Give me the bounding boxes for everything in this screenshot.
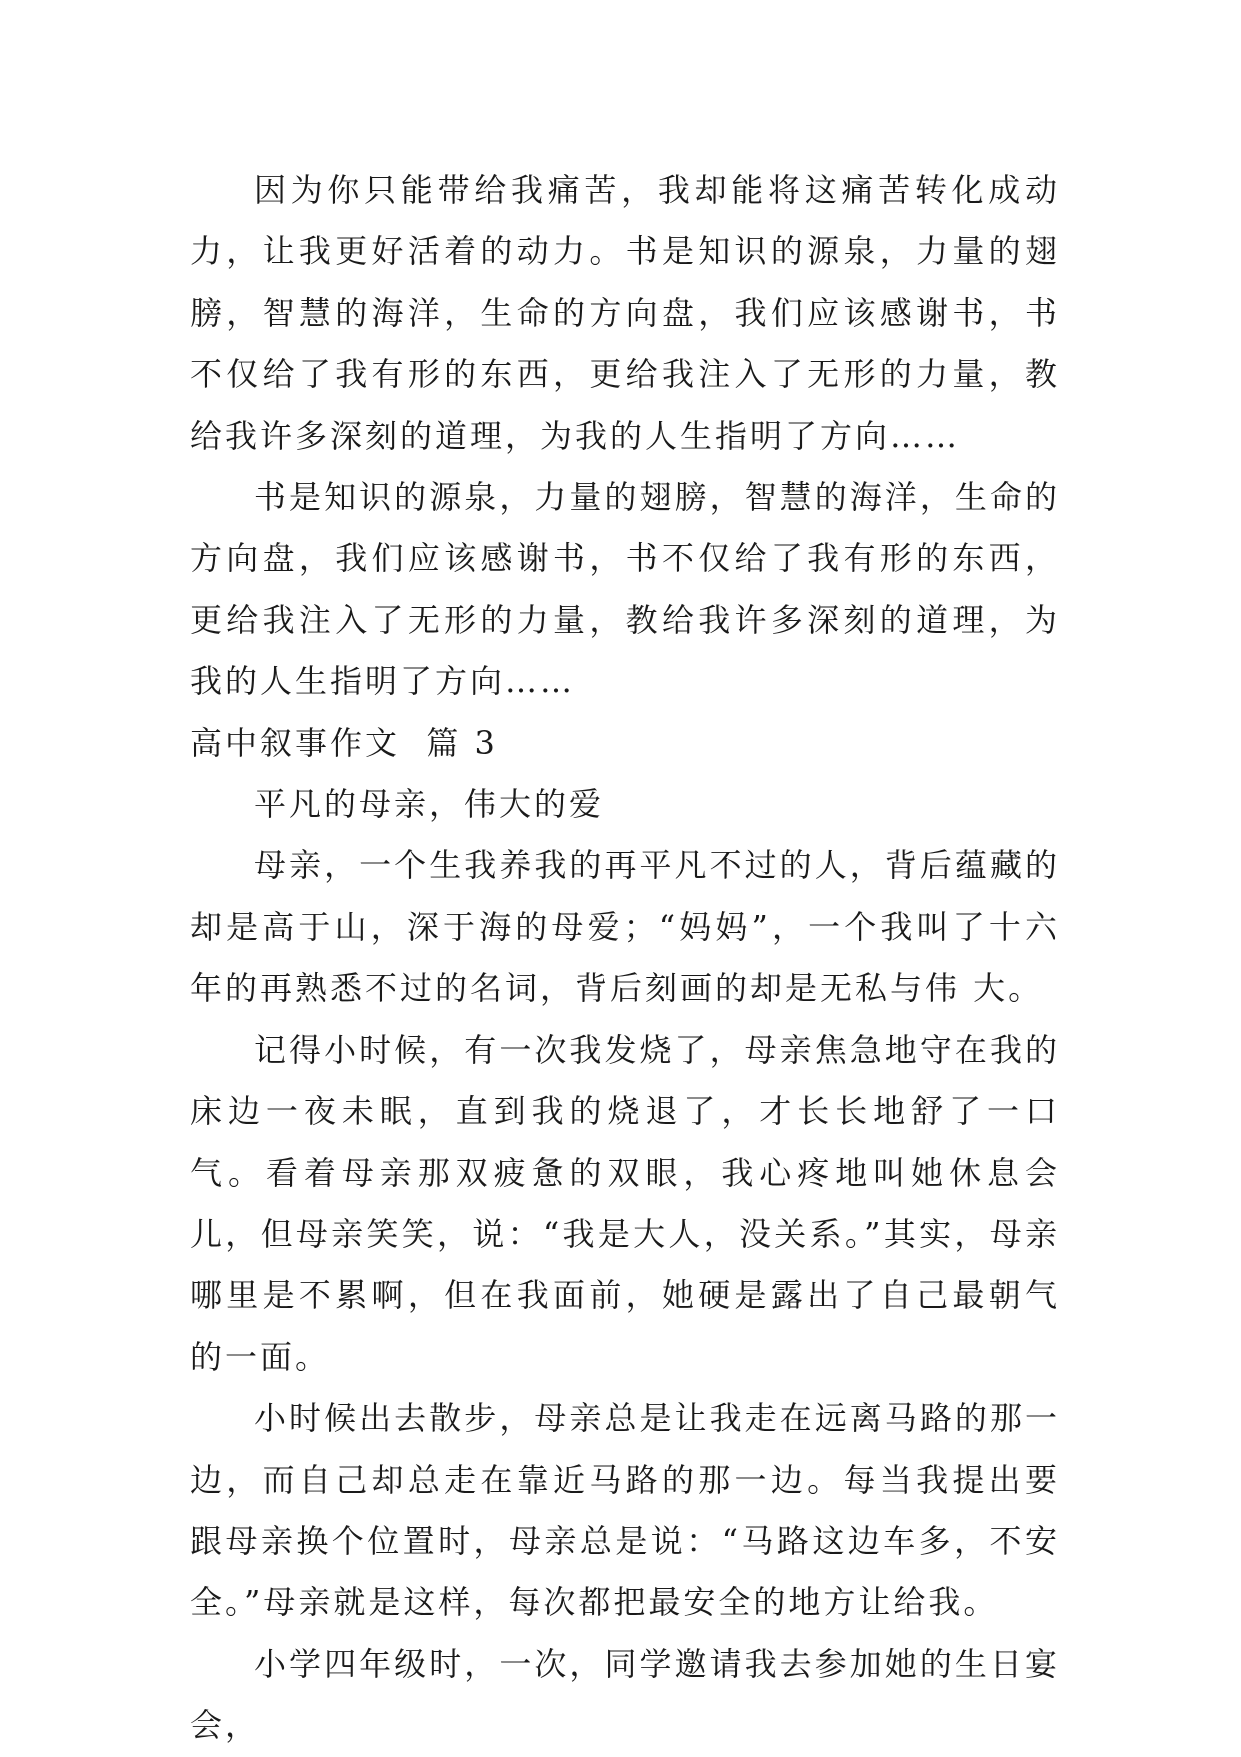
- paragraph: 书是知识的源泉，力量的翅膀，智慧的海洋，生命的方向盘，我们应该感谢书，书不仅给了我有形的东西，更给我注入了无形的力量，教给我许多深刻的道理，为我的人生指明了方向……: [190, 478, 1060, 701]
- paragraph: 因为你只能带给我痛苦，我却能将这痛苦转化成动力，让我更好活着的动力。书是知识的源泉，力量的翅膀，智慧的海洋，生命的方向盘，我们应该感谢书，书不仅给了我有形的东西，更给我注入了无形的力量，教给我许多深刻的道理，为我的人生指明了方向……: [190, 171, 1060, 455]
- document-body: [190, 160, 1060, 1757]
- paragraph: 小时候出去散步，母亲总是让我走在远离马路的那一边，而自己却总走在靠近马路的那一边。每当我提出要跟母亲换个位置时，母亲总是说：“马路这边车多，不安全。”母亲就是这样，每次都把最安全的地方让给我。: [190, 1399, 1060, 1622]
- paragraph: 小学四年级时，一次，同学邀请我去参加她的生日宴会，: [190, 1644, 1060, 1745]
- paragraph: 记得小时候，有一次我发烧了，母亲焦急地守在我的床边一夜未眠，直到我的烧退了，才长长地舒了一口气。看着母亲那双疲惫的双眼，我心疼地叫她休息会儿，但母亲笑笑，说：“我是大人，没关系。”其实，母亲哪里是不累啊，但在我面前，她硬是露出了自己最朝气的一面。: [190, 1030, 1060, 1376]
- essay-title: 平凡的母亲，伟大的爱: [254, 785, 605, 824]
- section-heading: 高中叙事作文 篇 3: [190, 723, 498, 762]
- paragraph: 母亲，一个生我养我的再平凡不过的人，背后蕴藏的却是高于山，深于海的母爱；“妈妈”，一个我叫了十六年的再熟悉不过的名词，背后刻画的却是无私与伟 大。: [190, 846, 1060, 1008]
